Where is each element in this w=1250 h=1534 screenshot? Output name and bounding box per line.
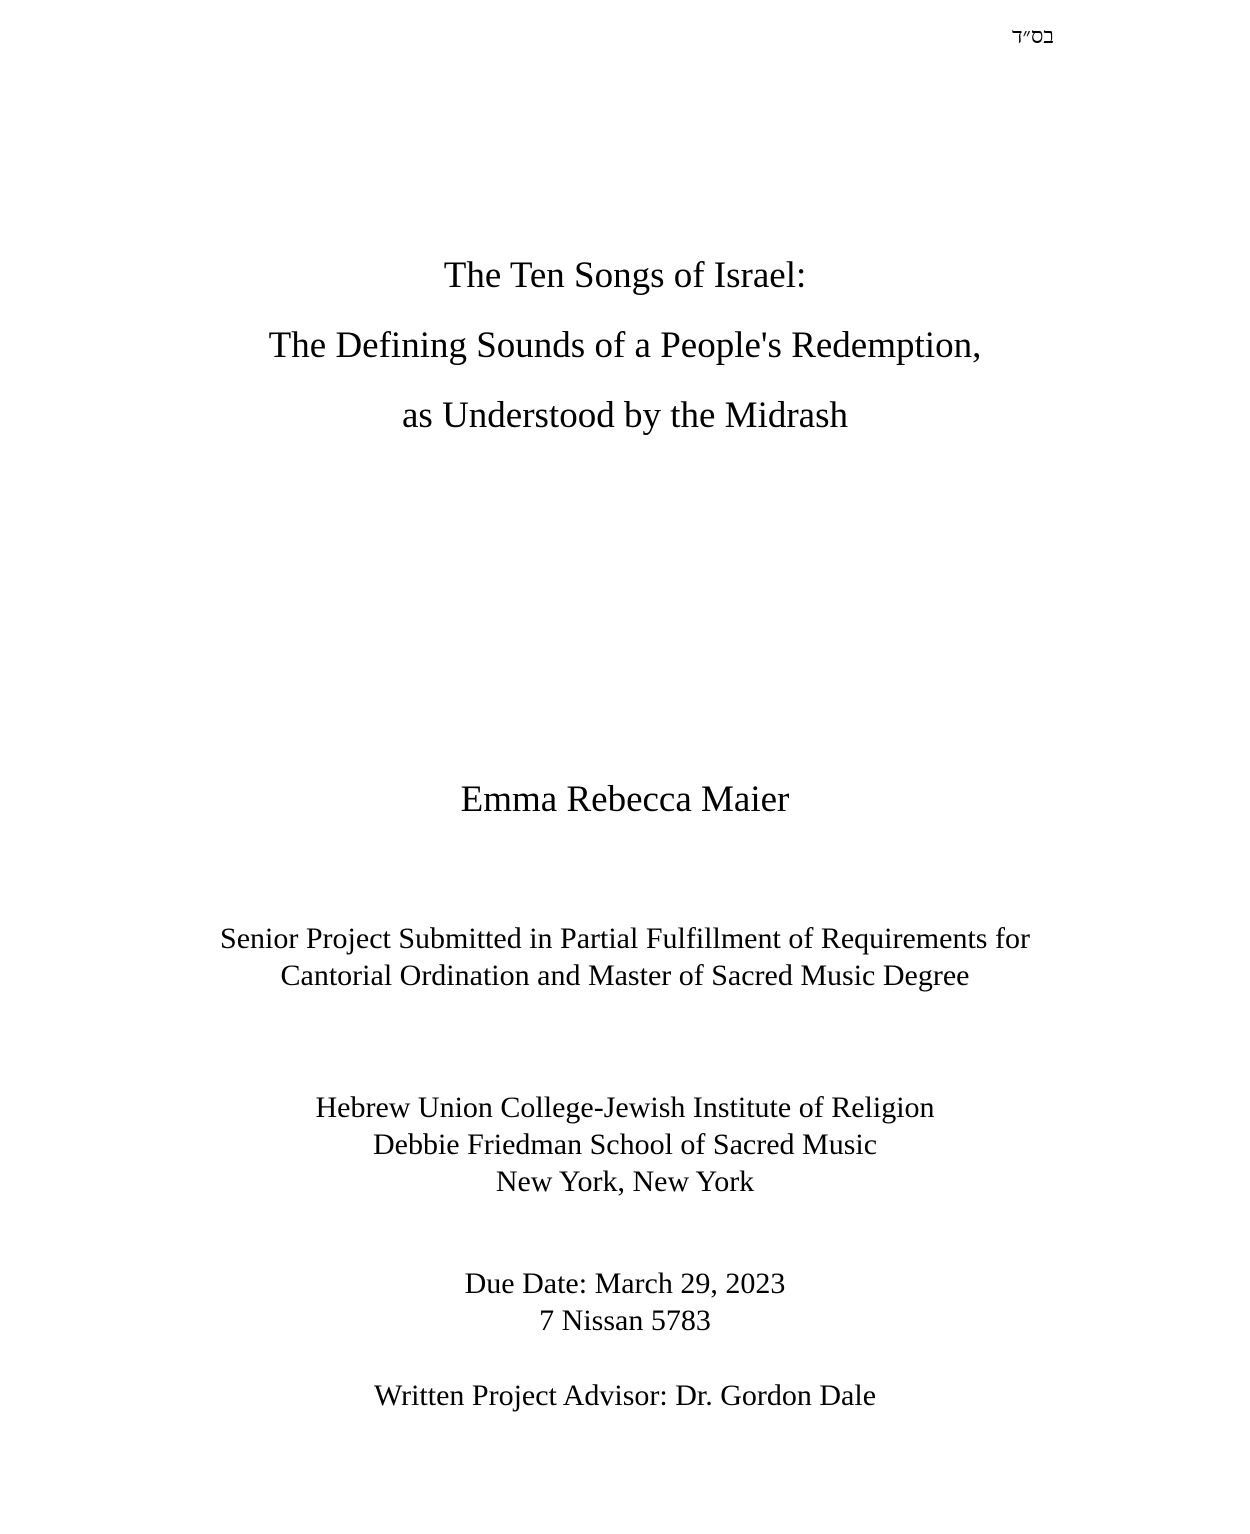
institution-location: New York, New York bbox=[495, 1165, 755, 1198]
hebrew-date: 7 Nissan 5783 bbox=[539, 1304, 711, 1337]
date-info bbox=[0, 1265, 1250, 1339]
submission-statement bbox=[0, 920, 1250, 994]
header-mark: בס״ד bbox=[1011, 23, 1054, 48]
institution-info bbox=[0, 1089, 1250, 1200]
author-name: Emma Rebecca Maier bbox=[460, 779, 790, 820]
title-line-1: The Ten Songs of Israel: bbox=[443, 255, 807, 296]
document-title bbox=[0, 241, 1250, 451]
submission-line-1: Senior Project Submitted in Partial Fulfillment of Requirements for bbox=[220, 922, 1030, 955]
school-name: Debbie Friedman School of Sacred Music bbox=[372, 1128, 878, 1161]
advisor-info bbox=[0, 1377, 1250, 1414]
advisor-line: Written Project Advisor: Dr. Gordon Dale bbox=[373, 1379, 877, 1412]
submission-line-2: Cantorial Ordination and Master of Sacred Music Degree bbox=[280, 959, 970, 992]
due-date: Due Date: March 29, 2023 bbox=[464, 1267, 786, 1300]
title-line-3: as Understood by the Midrash bbox=[402, 395, 848, 436]
institution-name: Hebrew Union College-Jewish Institute of Religion bbox=[315, 1091, 935, 1124]
title-line-2: The Defining Sounds of a People's Redemption, bbox=[268, 325, 982, 366]
